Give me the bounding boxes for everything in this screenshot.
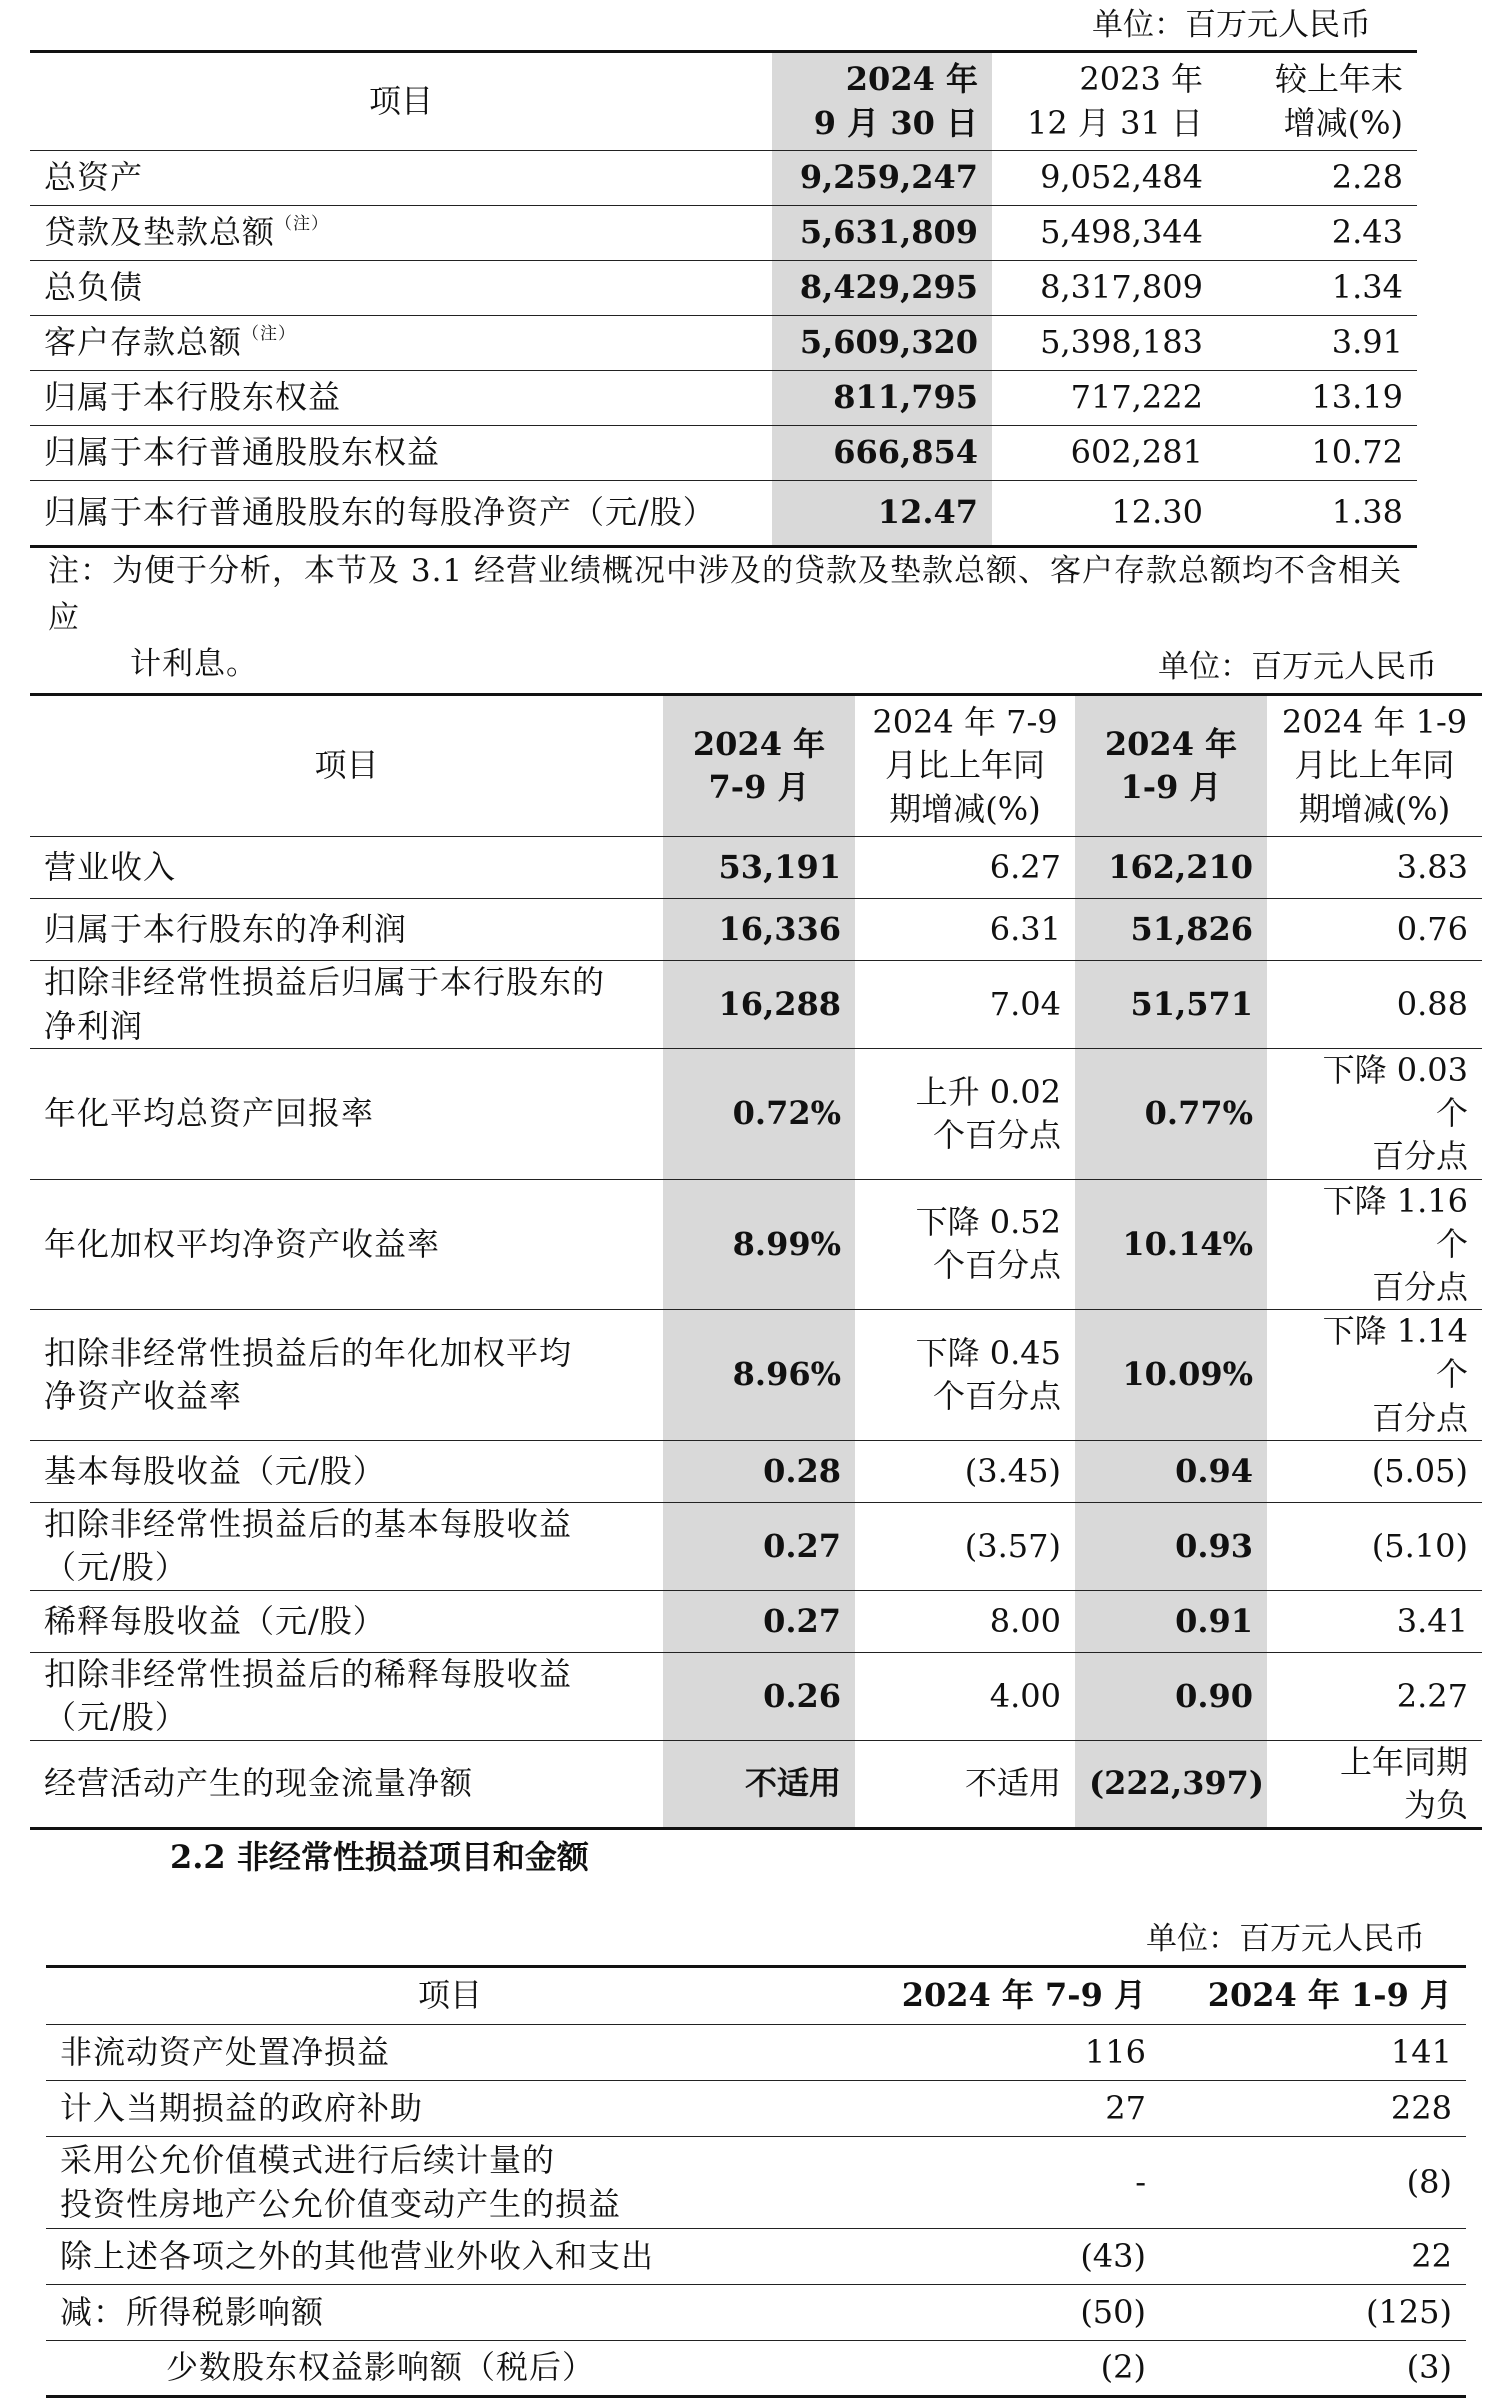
table1-header-col1-line1: 2024 年 xyxy=(845,60,978,99)
value-2023-dec-31: 602,281 xyxy=(992,426,1217,481)
value-ytd-change xyxy=(1267,1590,1482,1652)
value-2024-sep-30: 666,854 xyxy=(772,426,992,481)
value-2024-sep-30: 5,609,320 xyxy=(772,316,992,371)
table2-header-c3 xyxy=(1075,695,1267,837)
value-q3-change-line2: 个百分点 xyxy=(932,1115,1061,1154)
row-label xyxy=(30,1502,663,1590)
table1-note-line1: 注：为便于分析，本节及 3.1 经营业绩概况中涉及的贷款及垫款总额、客户存款总额均不含相关应 xyxy=(48,553,1403,636)
table2-header-c1 xyxy=(663,695,855,837)
value-q3-change xyxy=(855,1440,1075,1502)
row-label xyxy=(30,1179,663,1310)
value-2024-q3: 16,336 xyxy=(663,899,855,961)
value-ytd-change-line1: 下降 0.03 个 xyxy=(1322,1051,1468,1133)
table2-header-c3-line2: 1-9 月 xyxy=(1120,768,1222,806)
value-2024-q3: 0.27 xyxy=(663,1502,855,1590)
value-2024-ytd: 0.93 xyxy=(1075,1502,1267,1590)
row-label-text: 归属于本行股东权益 xyxy=(44,378,342,417)
table-row xyxy=(30,316,1417,371)
note-marker: （注） xyxy=(242,324,297,345)
value-ytd-change-line1: (5.10) xyxy=(1371,1526,1468,1565)
row-label-line1: 扣除非经常性损益后的基本每股收益 xyxy=(44,1505,573,1543)
value-q3-change xyxy=(855,961,1075,1049)
row-label-line1: 营业收入 xyxy=(44,847,177,886)
table2-header-c3-line1: 2024 年 xyxy=(1104,724,1238,763)
value-2023-dec-31: 8,317,809 xyxy=(992,261,1217,316)
row-label-line1: 归属于本行股东的净利润 xyxy=(44,909,408,948)
row-label-line2: 净利润 xyxy=(44,1006,144,1045)
value-2024-ytd: 51,826 xyxy=(1075,899,1267,961)
row-label xyxy=(30,151,772,206)
row-label-line1: 稀释每股收益（元/股） xyxy=(44,1601,386,1640)
row-label xyxy=(30,1310,663,1441)
value-2024-q3: 8.99% xyxy=(663,1179,855,1310)
value-2024-ytd: 228 xyxy=(1160,2081,1466,2137)
value-ytd-change-line2: 百分点 xyxy=(1371,1398,1468,1437)
value-2024-ytd: (222,397) xyxy=(1075,1740,1267,1828)
value-ytd-change-line1: 0.76 xyxy=(1396,909,1468,948)
table2-header-c2 xyxy=(855,695,1075,837)
table-row xyxy=(30,481,1417,547)
value-2024-ytd: (8) xyxy=(1160,2137,1466,2229)
value-q3-change-line1: (3.57) xyxy=(964,1526,1061,1565)
value-change-pct: 2.28 xyxy=(1217,151,1417,206)
row-label xyxy=(30,1590,663,1652)
value-q3-change-line1: (3.45) xyxy=(964,1451,1061,1490)
table-row xyxy=(30,426,1417,481)
table2-header-row xyxy=(30,695,1482,837)
value-2024-ytd: 0.91 xyxy=(1075,1590,1267,1652)
value-change-pct: 2.43 xyxy=(1217,206,1417,261)
value-2024-q3: 53,191 xyxy=(663,837,855,899)
row-label-line1: 非流动资产处置净损益 xyxy=(60,2032,391,2071)
value-ytd-change-line2: 百分点 xyxy=(1371,1137,1468,1176)
value-2023-dec-31: 5,398,183 xyxy=(992,316,1217,371)
table2-header-c1-line2: 7-9 月 xyxy=(708,768,810,806)
value-ytd-change-line1: 2.27 xyxy=(1396,1676,1468,1715)
row-label-line2: （元/股） xyxy=(44,1698,188,1737)
value-2023-dec-31: 9,052,484 xyxy=(992,151,1217,206)
value-2024-ytd: 0.90 xyxy=(1075,1652,1267,1740)
row-label xyxy=(30,899,663,961)
value-2024-sep-30: 811,795 xyxy=(772,371,992,426)
table1-header-col1 xyxy=(772,52,992,151)
row-label xyxy=(30,481,772,547)
table2-header-c2-line1: 2024 年 7-9 xyxy=(872,703,1058,742)
value-2024-ytd: 10.14% xyxy=(1075,1179,1267,1310)
row-label xyxy=(46,2025,854,2081)
table2-header-c1-line1: 2024 年 xyxy=(692,724,826,763)
table-row xyxy=(30,1740,1482,1828)
value-2023-dec-31: 5,498,344 xyxy=(992,206,1217,261)
table2-header-c4-line1: 2024 年 1-9 xyxy=(1281,703,1468,742)
value-2024-q3: 116 xyxy=(854,2025,1160,2081)
value-ytd-change-line1: 3.83 xyxy=(1396,847,1468,886)
table2-unit: 单位：百万元人民币 xyxy=(1158,649,1437,685)
table-row xyxy=(46,2137,1466,2229)
value-q3-change xyxy=(855,1179,1075,1310)
table1-header-col3-line2: 增减(%) xyxy=(1283,103,1403,142)
value-2024-ytd: 22 xyxy=(1160,2229,1466,2285)
value-2024-ytd: 0.94 xyxy=(1075,1440,1267,1502)
value-ytd-change xyxy=(1267,1652,1482,1740)
row-label xyxy=(30,371,772,426)
value-q3-change-line1: 6.31 xyxy=(989,909,1061,948)
row-label xyxy=(30,961,663,1049)
value-2023-dec-31: 12.30 xyxy=(992,481,1217,547)
value-2024-q3: 8.96% xyxy=(663,1310,855,1441)
table1-note-line2: 计利息。 xyxy=(130,646,258,682)
row-label-line1: 年化加权平均净资产收益率 xyxy=(44,1224,441,1263)
row-label-text: 总资产 xyxy=(44,158,144,197)
value-ytd-change xyxy=(1267,899,1482,961)
value-q3-change-line1: 6.27 xyxy=(989,847,1061,886)
row-label xyxy=(30,1740,663,1828)
table1-header-row xyxy=(30,52,1417,151)
value-ytd-change xyxy=(1267,1310,1482,1441)
row-label xyxy=(30,1652,663,1740)
value-ytd-change-line1: (5.05) xyxy=(1371,1451,1468,1490)
row-label-line2: 净资产收益率 xyxy=(44,1376,243,1415)
value-2024-ytd: 162,210 xyxy=(1075,837,1267,899)
value-2024-sep-30: 8,429,295 xyxy=(772,261,992,316)
value-q3-change xyxy=(855,837,1075,899)
table-row xyxy=(30,261,1417,316)
value-2024-q3: 0.72% xyxy=(663,1049,855,1180)
value-ytd-change-line1: 上年同期 xyxy=(1339,1742,1468,1781)
value-q3-change xyxy=(855,1502,1075,1590)
row-label xyxy=(30,1440,663,1502)
value-q3-change-line1: 下降 0.45 xyxy=(915,1333,1061,1372)
value-2023-dec-31: 717,222 xyxy=(992,371,1217,426)
table1-header-col2 xyxy=(992,52,1217,151)
row-label-line1: 经营活动产生的现金流量净额 xyxy=(44,1764,474,1803)
value-2024-q3: 0.26 xyxy=(663,1652,855,1740)
table3-header-c1: 2024 年 7-9 月 xyxy=(854,1967,1160,2025)
value-2024-q3: (2) xyxy=(854,2341,1160,2397)
value-q3-change-line1: 不适用 xyxy=(964,1764,1061,1803)
table-row xyxy=(30,206,1417,261)
table-row xyxy=(30,1179,1482,1310)
table3-header-row xyxy=(46,1967,1466,2025)
row-label-text: 归属于本行普通股股东权益 xyxy=(44,433,441,472)
row-label xyxy=(46,2229,854,2285)
table-row xyxy=(30,371,1417,426)
value-ytd-change xyxy=(1267,1179,1482,1310)
value-ytd-change-line2: 百分点 xyxy=(1371,1267,1468,1306)
value-2024-q3: 0.27 xyxy=(663,1590,855,1652)
table-row xyxy=(30,1502,1482,1590)
value-ytd-change-line1: 3.41 xyxy=(1396,1601,1468,1640)
table1-header-item: 项目 xyxy=(30,52,772,151)
table1-header-col3-line1: 较上年末 xyxy=(1274,60,1403,99)
value-2024-ytd: (3) xyxy=(1160,2341,1466,2397)
value-2024-sep-30: 5,631,809 xyxy=(772,206,992,261)
value-ytd-change xyxy=(1267,1502,1482,1590)
table3-header-item: 项目 xyxy=(46,1967,854,2025)
value-q3-change-line1: 8.00 xyxy=(989,1601,1061,1640)
non-recurring-items-table xyxy=(46,1965,1466,2398)
value-change-pct: 10.72 xyxy=(1217,426,1417,481)
row-label xyxy=(46,2137,854,2229)
table-row xyxy=(46,2081,1466,2137)
row-label-text: 客户存款总额 xyxy=(44,323,243,362)
row-label-line1: 计入当期损益的政府补助 xyxy=(60,2088,424,2127)
value-2024-q3: - xyxy=(854,2137,1160,2229)
value-q3-change xyxy=(855,1740,1075,1828)
value-2024-q3: 0.28 xyxy=(663,1440,855,1502)
table-row xyxy=(46,2229,1466,2285)
value-q3-change-line1: 下降 0.52 xyxy=(915,1203,1061,1242)
row-label-line1: 扣除非经常性损益后归属于本行股东的 xyxy=(44,963,606,1002)
row-label xyxy=(30,261,772,316)
value-change-pct: 1.38 xyxy=(1217,481,1417,547)
value-2024-sep-30: 9,259,247 xyxy=(772,151,992,206)
table2-header-c4 xyxy=(1267,695,1482,837)
value-2024-ytd: 51,571 xyxy=(1075,961,1267,1049)
table-row xyxy=(46,2341,1466,2397)
value-q3-change xyxy=(855,1590,1075,1652)
row-label-line1: 扣除非经常性损益后的稀释每股收益 xyxy=(44,1655,573,1693)
value-q3-change-line2: 个百分点 xyxy=(932,1246,1061,1285)
table2-header-c4-line3: 期增减(%) xyxy=(1298,789,1451,828)
value-2024-q3: 16,288 xyxy=(663,961,855,1049)
value-q3-change xyxy=(855,899,1075,961)
row-label-text: 归属于本行普通股股东的每股净资产（元/股） xyxy=(44,493,716,532)
table3-header-c2: 2024 年 1-9 月 xyxy=(1160,1967,1466,2025)
row-label xyxy=(30,837,663,899)
value-ytd-change-line2: 为负 xyxy=(1403,1785,1468,1824)
row-label-text: 贷款及垫款总额 xyxy=(44,213,276,252)
balance-sheet-table xyxy=(30,50,1417,548)
value-q3-change xyxy=(855,1310,1075,1441)
row-label-line1: 年化平均总资产回报率 xyxy=(44,1094,375,1133)
table-row xyxy=(30,1652,1482,1740)
row-label-line1: 少数股东权益影响额（税后） xyxy=(166,2348,596,2387)
value-2024-q3: (50) xyxy=(854,2285,1160,2341)
value-q3-change xyxy=(855,1652,1075,1740)
row-label xyxy=(46,2285,854,2341)
value-ytd-change-line1: 下降 1.14 个 xyxy=(1322,1312,1468,1394)
value-2024-ytd: 141 xyxy=(1160,2025,1466,2081)
value-ytd-change xyxy=(1267,961,1482,1049)
value-ytd-change-line1: 下降 1.16 个 xyxy=(1322,1181,1468,1263)
table-row xyxy=(30,151,1417,206)
value-q3-change-line1: 4.00 xyxy=(989,1676,1061,1715)
section-title: 2.2 非经常性损益项目和金额 xyxy=(170,1838,589,1876)
table1-header-col1-line2: 9 月 30 日 xyxy=(813,103,978,142)
value-change-pct: 3.91 xyxy=(1217,316,1417,371)
value-q3-change xyxy=(855,1049,1075,1180)
row-label xyxy=(30,316,772,371)
value-2024-q3: 27 xyxy=(854,2081,1160,2137)
table-row xyxy=(46,2025,1466,2081)
value-q3-change-line1: 上升 0.02 xyxy=(915,1072,1061,1111)
row-label-line2: （元/股） xyxy=(44,1548,188,1587)
note-marker: （注） xyxy=(275,214,330,235)
value-ytd-change xyxy=(1267,837,1482,899)
table-row xyxy=(30,1590,1482,1652)
row-label xyxy=(46,2081,854,2137)
value-q3-change-line1: 7.04 xyxy=(989,984,1061,1023)
row-label xyxy=(46,2341,854,2397)
value-2024-ytd: 10.09% xyxy=(1075,1310,1267,1441)
value-ytd-change xyxy=(1267,1049,1482,1180)
value-2024-sep-30: 12.47 xyxy=(772,481,992,547)
row-label xyxy=(30,206,772,261)
table2-header-c2-line3: 期增减(%) xyxy=(889,789,1041,828)
value-ytd-change xyxy=(1267,1740,1482,1828)
row-label-line1: 采用公允价值模式进行后续计量的 xyxy=(60,2141,556,2180)
table-row xyxy=(30,1440,1482,1502)
row-label-line1: 减：所得税影响额 xyxy=(60,2292,325,2331)
table2-header-item: 项目 xyxy=(30,695,663,837)
income-statement-table xyxy=(30,693,1482,1830)
value-q3-change-line2: 个百分点 xyxy=(932,1376,1061,1415)
row-label-line1: 扣除非经常性损益后的年化加权平均 xyxy=(44,1333,573,1372)
table3-unit: 单位：百万元人民币 xyxy=(1146,1921,1425,1957)
value-2024-q3: 不适用 xyxy=(663,1740,855,1828)
table2-header-c4-line2: 月比上年同 xyxy=(1294,746,1455,785)
table-row xyxy=(30,1310,1482,1441)
table-row xyxy=(30,961,1482,1049)
table-row xyxy=(30,837,1482,899)
value-2024-q3: (43) xyxy=(854,2229,1160,2285)
row-label xyxy=(30,1049,663,1180)
table1-unit: 单位：百万元人民币 xyxy=(1092,7,1371,43)
table-row xyxy=(30,1049,1482,1180)
value-ytd-change-line1: 0.88 xyxy=(1396,984,1468,1023)
value-change-pct: 1.34 xyxy=(1217,261,1417,316)
row-label-line1: 除上述各项之外的其他营业外收入和支出 xyxy=(60,2236,655,2275)
value-2024-ytd: (125) xyxy=(1160,2285,1466,2341)
table1-header-col3 xyxy=(1217,52,1417,151)
table2-header-c2-line2: 月比上年同 xyxy=(884,746,1045,785)
value-ytd-change xyxy=(1267,1440,1482,1502)
row-label-line2: 投资性房地产公允价值变动产生的损益 xyxy=(60,2184,622,2223)
value-change-pct: 13.19 xyxy=(1217,371,1417,426)
row-label-text: 总负债 xyxy=(44,268,144,307)
table1-header-col2-line1: 2023 年 xyxy=(1079,60,1203,99)
value-2024-ytd: 0.77% xyxy=(1075,1049,1267,1180)
row-label-line1: 基本每股收益（元/股） xyxy=(44,1451,386,1490)
table1-header-col2-line2: 12 月 31 日 xyxy=(1027,103,1203,142)
table-row xyxy=(30,899,1482,961)
table-row xyxy=(46,2285,1466,2341)
row-label xyxy=(30,426,772,481)
